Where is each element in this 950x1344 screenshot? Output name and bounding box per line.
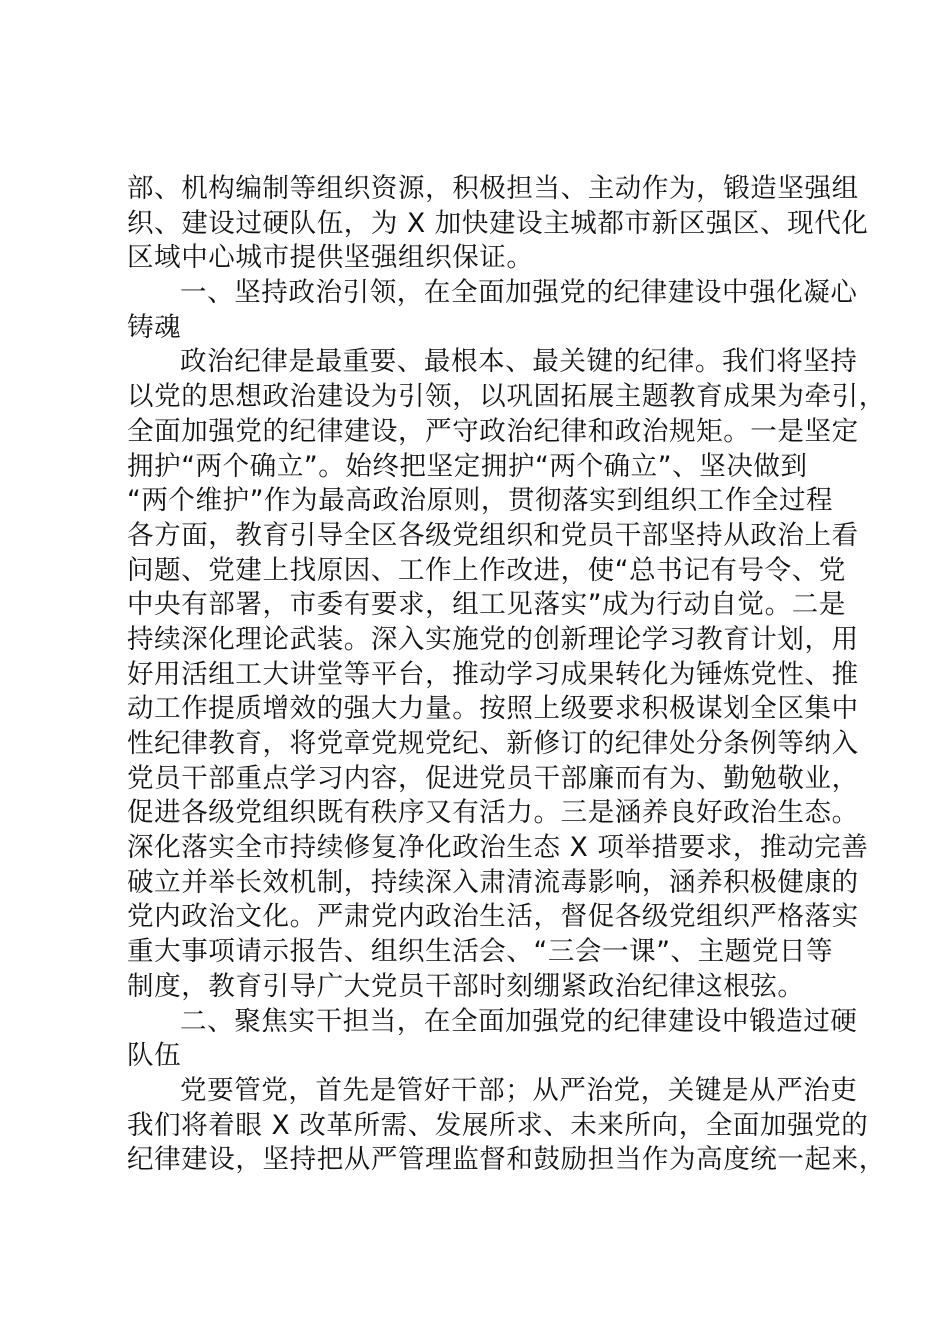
section-heading-1-cont: 铸魂 [127,311,182,343]
body-line: 破立并举长效机制，持续深入肃清流毒影响，涵养积极健康的 [127,866,859,898]
document-body [127,172,886,1178]
body-line: 深化落实全市持续修复净化政治生态 X 项举措要求，推动完善 [127,832,869,864]
body-line: 促进各级党组织既有秩序又有活力。三是涵养良好政治生态。 [127,797,859,829]
section-heading-1: 一、坚持政治引领，在全面加强党的纪律建设中强化凝心 [180,277,858,309]
body-line: 部、机构编制等组织资源，积极担当、主动作为，锻造坚强组 [127,173,859,204]
body-line: 制度，教育引导广大党员干部时刻绷紧政治纪律这根弦。 [127,970,805,1002]
body-line: 问题、党建上找原因、工作上作改进，使“总书记有号令、党 [127,554,846,586]
body-line: 纪律建设，坚持把从严管理监督和鼓励担当作为高度统一起来， [127,1144,886,1176]
body-line: 持续深化理论武装。深入实施党的创新理论学习教育计划，用 [127,623,859,655]
body-line: 好用活组工大讲堂等平台，推动学习成果转化为锤炼党性、推 [127,658,859,690]
section-heading-2-cont: 队伍 [127,1040,182,1072]
body-line: 以党的思想政治建设为引领，以巩固拓展主题教育成果为牵引， [127,381,886,413]
paragraph-start: 党要管党，首先是管好干部；从严治党，关键是从严治吏 [180,1074,858,1106]
body-line: 各方面，教育引导全区各级党组织和党员干部坚持从政治上看 [127,519,859,551]
body-line: 织、建设过硬队伍，为 X 加快建设主城都市新区强区、现代化 [127,207,869,239]
body-line: 我们将着眼 X 改革所需、发展所求、未来所向，全面加强党的 [127,1109,869,1141]
paragraph-start: 政治纪律是最重要、最根本、最关键的纪律。我们将坚持 [180,346,858,378]
body-line: 区域中心城市提供坚强组织保证。 [127,242,534,274]
body-line: 党内政治文化。严肃党内政治生活，督促各级党组织严格落实 [127,901,859,933]
body-line: 动工作提质增效的强大力量。按照上级要求积极谋划全区集中 [127,693,859,725]
body-line: 党员干部重点学习内容，促进党员干部廉而有为、勤勉敬业， [127,762,859,794]
body-line: “两个维护”作为最高政治原则，贯彻落实到组织工作全过程 [127,485,834,517]
body-line: 全面加强党的纪律建设，严守政治纪律和政治规矩。一是坚定 [127,415,859,447]
section-heading-2: 二、聚焦实干担当，在全面加强党的纪律建设中锻造过硬 [180,1005,858,1037]
body-line: 性纪律教育，将党章党规党纪、新修订的纪律处分条例等纳入 [127,728,859,759]
body-line: 重大事项请示报告、组织生活会、“三会一课”、主题党日等 [127,936,834,968]
body-line: 中央有部署，市委有要求，组工见落实”成为行动自觉。二是 [127,589,846,621]
body-line: 拥护“两个确立”。始终把坚定拥护“两个确立”、坚决做到 [127,450,808,482]
